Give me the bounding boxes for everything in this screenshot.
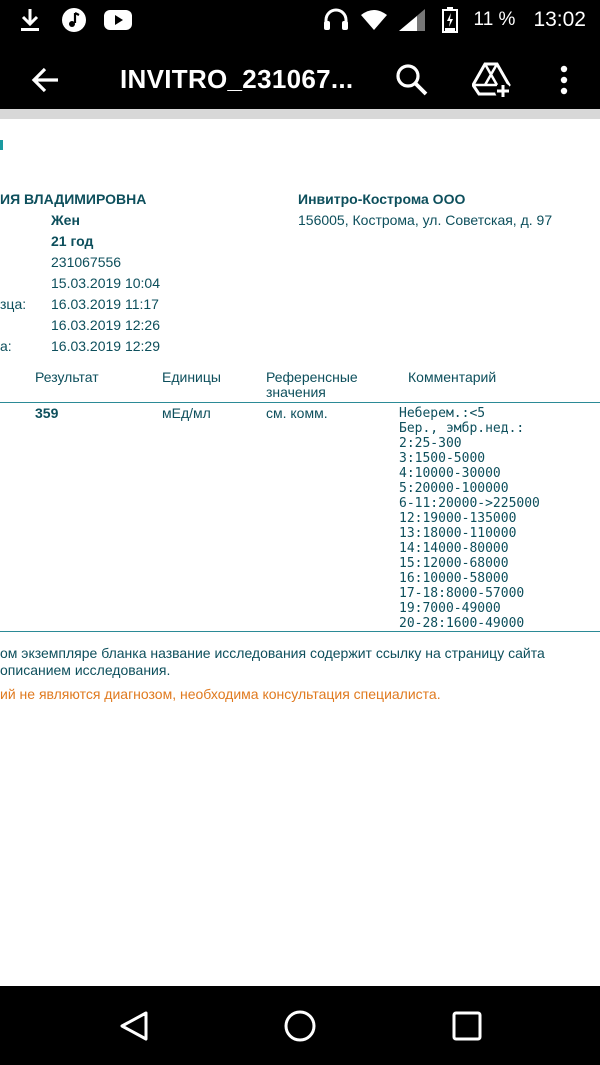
more-vert-icon[interactable] bbox=[552, 62, 576, 98]
note-line-2: описанием исследования. bbox=[0, 662, 171, 678]
headset-icon bbox=[322, 6, 350, 34]
date-sample: 16.03.2019 11:17 bbox=[51, 296, 159, 312]
col-header-comment: Комментарий bbox=[408, 369, 497, 385]
order-number: 231067556 bbox=[51, 254, 122, 270]
comment-line: 14:14000-80000 bbox=[399, 541, 509, 556]
col-header-reference-line2: значения bbox=[266, 384, 326, 400]
comment-line: 2:25-300 bbox=[399, 436, 462, 451]
comment-line: 3:1500-5000 bbox=[399, 451, 486, 466]
battery-icon bbox=[436, 6, 464, 34]
recents-square-icon[interactable] bbox=[449, 1008, 485, 1044]
comment-line: 20-28:1600-49000 bbox=[399, 616, 525, 631]
back-triangle-icon[interactable] bbox=[116, 1008, 152, 1044]
download-icon bbox=[16, 6, 44, 34]
comment-line: 16:10000-58000 bbox=[399, 571, 509, 586]
comment-line: 15:12000-68000 bbox=[399, 556, 509, 571]
comment-line: 4:10000-30000 bbox=[399, 466, 501, 481]
comment-line: 5:20000-100000 bbox=[399, 481, 509, 496]
col-header-reference bbox=[266, 370, 358, 400]
comment-line: 17-18:8000-57000 bbox=[399, 586, 525, 601]
comment-line: 12:19000-135000 bbox=[399, 511, 517, 526]
lab-address: 156005, Кострома, ул. Советская, д. 97 bbox=[298, 212, 553, 228]
patient-age: 21 год bbox=[51, 233, 94, 249]
comment-line: 6-11:20000->225000 bbox=[399, 496, 540, 511]
system-status bbox=[322, 6, 586, 34]
home-circle-icon[interactable] bbox=[282, 1008, 318, 1044]
result-value: 359 bbox=[35, 405, 59, 421]
note-line-1: ом экземпляре бланка название исследования содержит ссылку на страницу сайта bbox=[0, 645, 545, 661]
result-units: мЕд/мл bbox=[162, 405, 211, 421]
clock: 13:02 bbox=[533, 8, 586, 31]
col-header-result: Результат bbox=[35, 369, 99, 385]
warning-note: ий не являются диагнозом, необходима консультация специалиста. bbox=[0, 686, 441, 702]
comment-line: Неберем.:<5 bbox=[399, 406, 486, 421]
notification-icons bbox=[16, 6, 132, 34]
patient-name: ИЯ ВЛАДИМИРОВНА bbox=[0, 191, 147, 207]
app-bar bbox=[0, 42, 600, 118]
document-title: INVITRO_231067... bbox=[120, 64, 354, 94]
table-bottom-rule bbox=[0, 631, 600, 632]
back-arrow-icon[interactable] bbox=[28, 62, 64, 98]
youtube-icon bbox=[104, 6, 132, 34]
table-header-rule bbox=[0, 402, 600, 403]
signal-icon bbox=[398, 6, 426, 34]
music-note-icon bbox=[60, 6, 88, 34]
col-header-units: Единицы bbox=[162, 369, 221, 385]
battery-percent: 11 % bbox=[473, 9, 516, 30]
page-top-edge bbox=[0, 109, 600, 119]
comment-line: 19:7000-49000 bbox=[399, 601, 501, 616]
date-registered: 15.03.2019 10:04 bbox=[51, 275, 160, 291]
pdf-page[interactable] bbox=[0, 109, 600, 986]
search-icon[interactable] bbox=[394, 62, 430, 98]
comment-line: 13:18000-110000 bbox=[399, 526, 517, 541]
lab-name: Инвитро-Кострома ООО bbox=[298, 191, 466, 207]
col-header-reference-line1: Референсные bbox=[266, 369, 358, 385]
result-reference: см. комм. bbox=[266, 405, 328, 421]
drive-add-icon[interactable] bbox=[472, 60, 512, 100]
patient-sex: Жен bbox=[51, 212, 80, 228]
print-date-label: а: bbox=[0, 338, 12, 354]
sample-date-label: зца: bbox=[0, 296, 27, 312]
comment-line: Бер., эмбр.нед.: bbox=[399, 421, 525, 436]
date-result: 16.03.2019 12:26 bbox=[51, 317, 160, 333]
date-print: 16.03.2019 12:29 bbox=[51, 338, 160, 354]
status-bar bbox=[0, 0, 600, 42]
navigation-bar bbox=[0, 986, 600, 1065]
page-mark bbox=[0, 140, 3, 150]
comment-list bbox=[399, 406, 540, 631]
wifi-icon bbox=[360, 6, 388, 34]
